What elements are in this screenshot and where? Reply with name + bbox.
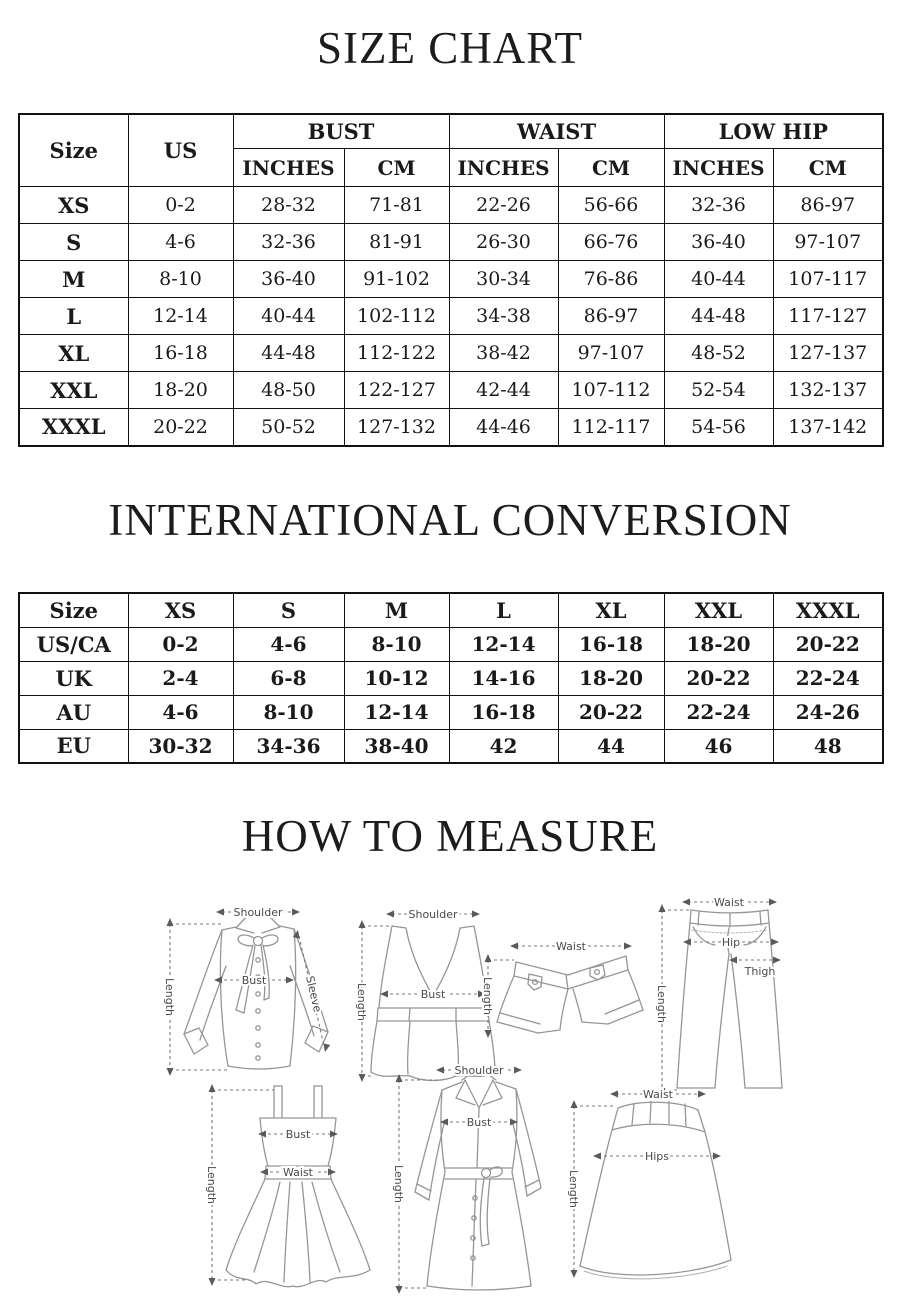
header-xxl: XXL — [664, 593, 773, 627]
table-cell: 48 — [773, 729, 883, 763]
table-cell: 12-14 — [344, 695, 449, 729]
waist-measure — [610, 1088, 706, 1101]
row-size-label: XL — [19, 335, 128, 372]
table-cell: 14-16 — [449, 661, 558, 695]
hips-label: Hips — [644, 1150, 670, 1163]
coat-illustration — [383, 1048, 571, 1300]
row-size-label: S — [19, 224, 128, 261]
table-cell: 22-24 — [664, 695, 773, 729]
hip-label: Hip — [721, 936, 741, 949]
table-cell: 10-12 — [344, 661, 449, 695]
table-cell: 0-2 — [128, 187, 233, 224]
thigh-measure — [729, 957, 781, 979]
table-cell: 48-50 — [233, 372, 344, 409]
table-cell: 20-22 — [128, 409, 233, 446]
table-cell: 54-56 — [664, 409, 773, 446]
shoulder-measure — [436, 1064, 522, 1077]
how-to-measure-title: HOW TO MEASURE — [241, 811, 659, 861]
header-waist-inches: INCHES — [449, 149, 558, 187]
table-cell: 117-127 — [773, 298, 883, 335]
waist-label: Waist — [713, 896, 745, 909]
coat-outline — [415, 1068, 541, 1290]
table-cell: 46 — [664, 729, 773, 763]
hips-measure — [593, 1150, 721, 1163]
table-cell: 22-24 — [773, 661, 883, 695]
header-xs: XS — [128, 593, 233, 627]
row-region-label: EU — [19, 729, 128, 763]
table-cell: 8-10 — [344, 627, 449, 661]
pants-illustration — [636, 892, 808, 1094]
table-cell: 12-14 — [128, 298, 233, 335]
header-size: Size — [19, 593, 128, 627]
shorts-illustration — [476, 930, 660, 1048]
bust-label: Bust — [420, 988, 446, 1001]
row-region-label: US/CA — [19, 627, 128, 661]
table-cell: 20-22 — [664, 661, 773, 695]
table-cell: 127-137 — [773, 335, 883, 372]
length-label: Length — [355, 983, 368, 1021]
shoulder-label: Shoulder — [408, 908, 458, 921]
header-bust-cm: CM — [344, 149, 449, 187]
table-cell: 4-6 — [128, 224, 233, 261]
waist-label: Waist — [282, 1166, 314, 1179]
header-waist-cm: CM — [558, 149, 664, 187]
waist-measure — [682, 896, 777, 909]
table-cell: 97-107 — [558, 335, 664, 372]
row-size-label: XXXL — [19, 409, 128, 446]
table-cell: 137-142 — [773, 409, 883, 446]
table-cell: 8-10 — [128, 261, 233, 298]
table-cell: 86-97 — [773, 187, 883, 224]
table-cell: 76-86 — [558, 261, 664, 298]
table-cell: 38-42 — [449, 335, 558, 372]
shoulder-measure — [216, 906, 300, 919]
table-cell: 44-48 — [233, 335, 344, 372]
length-label: Length — [655, 985, 668, 1023]
table-cell: 18-20 — [128, 372, 233, 409]
waist-label: Waist — [642, 1088, 674, 1101]
length-measure — [205, 1084, 274, 1286]
row-size-label: XXL — [19, 372, 128, 409]
header-waist: WAIST — [449, 114, 664, 149]
table-cell: 6-8 — [233, 661, 344, 695]
table-cell: 52-54 — [664, 372, 773, 409]
table-cell: 4-6 — [233, 627, 344, 661]
conversion-title: INTERNATIONAL CONVERSION — [108, 495, 792, 545]
table-cell: 28-32 — [233, 187, 344, 224]
table-cell: 30-32 — [128, 729, 233, 763]
table-cell: 71-81 — [344, 187, 449, 224]
table-cell: 16-18 — [449, 695, 558, 729]
table-cell: 91-102 — [344, 261, 449, 298]
bust-label: Bust — [241, 974, 267, 987]
table-cell: 81-91 — [344, 224, 449, 261]
length-label: Length — [163, 978, 176, 1016]
row-size-label: M — [19, 261, 128, 298]
row-region-label: AU — [19, 695, 128, 729]
skirt-outline — [580, 1102, 731, 1279]
length-label: Length — [392, 1165, 405, 1203]
table-cell: 102-112 — [344, 298, 449, 335]
table-cell: 66-76 — [558, 224, 664, 261]
header-low-hip: LOW HIP — [664, 114, 883, 149]
table-cell: 26-30 — [449, 224, 558, 261]
header-us: US — [128, 114, 233, 187]
table-cell: 34-36 — [233, 729, 344, 763]
dress-outline — [226, 1086, 370, 1287]
length-label: Length — [205, 1166, 218, 1204]
bust-label: Bust — [466, 1116, 492, 1129]
table-cell: 32-36 — [233, 224, 344, 261]
table-cell: 48-52 — [664, 335, 773, 372]
table-cell: 112-117 — [558, 409, 664, 446]
table-cell: 20-22 — [558, 695, 664, 729]
table-cell: 107-112 — [558, 372, 664, 409]
bust-label: Bust — [285, 1128, 311, 1141]
table-cell: 42 — [449, 729, 558, 763]
length-measure — [567, 1100, 614, 1278]
thigh-label: Thigh — [744, 965, 776, 978]
table-cell: 22-26 — [449, 187, 558, 224]
shoulder-label: Shoulder — [454, 1064, 504, 1077]
waist-label: Waist — [555, 940, 587, 953]
shoulder-label: Shoulder — [233, 906, 283, 919]
table-cell: 122-127 — [344, 372, 449, 409]
header-hip-cm: CM — [773, 149, 883, 187]
table-cell: 44 — [558, 729, 664, 763]
dress-illustration — [198, 1072, 396, 1294]
header-xl: XL — [558, 593, 664, 627]
header-s: S — [233, 593, 344, 627]
table-cell: 50-52 — [233, 409, 344, 446]
header-bust: BUST — [233, 114, 449, 149]
length-label: Length — [567, 1170, 580, 1208]
table-cell: 44-48 — [664, 298, 773, 335]
table-cell: 34-38 — [449, 298, 558, 335]
bust-measure — [380, 988, 486, 1001]
header-l: L — [449, 593, 558, 627]
table-cell: 97-107 — [773, 224, 883, 261]
table-cell: 40-44 — [233, 298, 344, 335]
header-xxxl: XXXL — [773, 593, 883, 627]
header-size: Size — [19, 114, 128, 187]
table-cell: 86-97 — [558, 298, 664, 335]
waist-measure — [260, 1166, 336, 1179]
header-hip-inches: INCHES — [664, 149, 773, 187]
table-cell: 16-18 — [558, 627, 664, 661]
table-cell: 4-6 — [128, 695, 233, 729]
table-cell: 107-117 — [773, 261, 883, 298]
shorts-outline — [497, 956, 643, 1033]
blouse-illustration — [152, 882, 356, 1080]
table-cell: 40-44 — [664, 261, 773, 298]
table-cell: 112-122 — [344, 335, 449, 372]
bust-measure — [258, 1128, 338, 1141]
size-chart-title: SIZE CHART — [316, 23, 584, 73]
table-cell: 56-66 — [558, 187, 664, 224]
row-region-label: UK — [19, 661, 128, 695]
table-cell: 30-34 — [449, 261, 558, 298]
header-bust-inches: INCHES — [233, 149, 344, 187]
header-m: M — [344, 593, 449, 627]
bust-measure — [214, 974, 294, 987]
length-measure — [655, 904, 690, 1096]
table-cell: 18-20 — [664, 627, 773, 661]
length-label: Length — [481, 977, 494, 1015]
table-cell: 132-137 — [773, 372, 883, 409]
skirt-illustration — [562, 1082, 746, 1290]
table-cell: 127-132 — [344, 409, 449, 446]
table-cell: 32-36 — [664, 187, 773, 224]
table-cell: 36-40 — [664, 224, 773, 261]
table-cell: 44-46 — [449, 409, 558, 446]
bust-measure — [440, 1116, 518, 1129]
sleeve-label: Sleeve — [303, 974, 324, 1014]
table-cell: 38-40 — [344, 729, 449, 763]
table-cell: 18-20 — [558, 661, 664, 695]
table-cell: 24-26 — [773, 695, 883, 729]
table-cell: 2-4 — [128, 661, 233, 695]
table-cell: 8-10 — [233, 695, 344, 729]
waist-measure — [510, 940, 632, 953]
table-cell: 0-2 — [128, 627, 233, 661]
table-cell: 12-14 — [449, 627, 558, 661]
row-size-label: L — [19, 298, 128, 335]
hip-measure — [683, 936, 779, 949]
table-cell: 42-44 — [449, 372, 558, 409]
shoulder-measure — [386, 908, 480, 921]
row-size-label: XS — [19, 187, 128, 224]
table-cell: 16-18 — [128, 335, 233, 372]
table-cell: 20-22 — [773, 627, 883, 661]
table-cell: 36-40 — [233, 261, 344, 298]
